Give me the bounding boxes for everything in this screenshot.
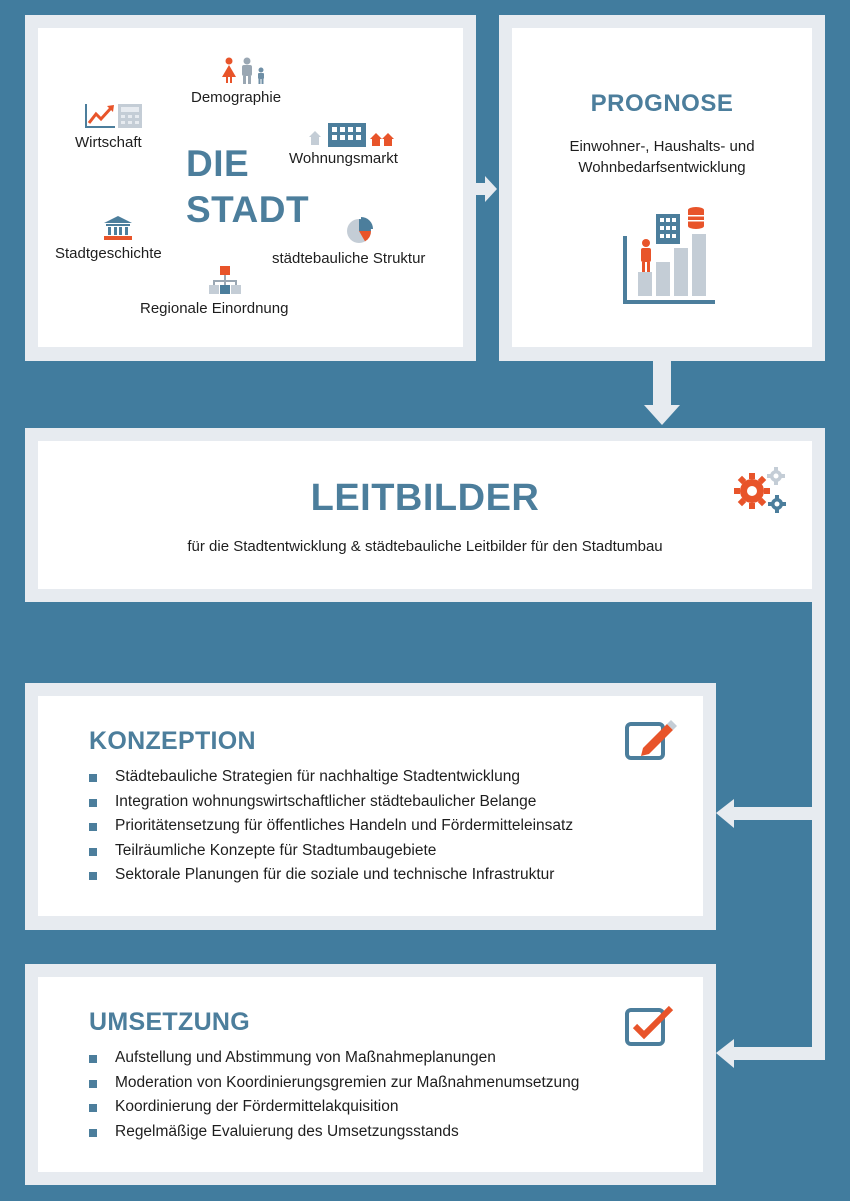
list-item: Regelmäßige Evaluierung des Umsetzungsstands — [89, 1120, 579, 1145]
edit-icon — [625, 718, 677, 762]
list-item: Teilräumliche Konzepte für Stadtumbaugebiete — [89, 839, 573, 864]
konzeption-list — [89, 765, 573, 888]
leitbilder-card — [38, 441, 812, 589]
leitbilder-subtitle: für die Stadtentwicklung & städtebauliche Leitbilder für den Stadtumbau — [187, 538, 663, 555]
arrow-left-icon — [716, 1039, 814, 1068]
list-item: Aufstellung und Abstimmung von Maßnahmeplanungen — [89, 1046, 579, 1071]
housing-market-icon — [308, 121, 396, 149]
topic-struktur: städtebauliche Struktur — [272, 250, 426, 267]
umsetzung-list — [89, 1046, 579, 1144]
umsetzung-title: UMSETZUNG — [89, 1008, 251, 1036]
bank-icon — [103, 215, 133, 241]
list-item: Integration wohnungswirtschaftlicher städtebaulicher Belange — [89, 790, 573, 815]
gear-small-icon — [768, 495, 786, 513]
prognose-title: PROGNOSE — [590, 90, 734, 117]
hierarchy-icon — [208, 265, 242, 295]
prognose-text: Einwohner-, Haushalts- und Wohnbedarfsentwicklung — [569, 138, 755, 176]
forecast-chart-icon — [622, 206, 716, 304]
konzeption-title: KONZEPTION — [89, 727, 256, 755]
list-item: Koordinierung der Fördermittelakquisition — [89, 1095, 579, 1120]
arrow-left-icon — [716, 799, 814, 828]
gears-icon — [734, 466, 788, 516]
topic-wohnungsmarkt: Wohnungsmarkt — [289, 150, 398, 167]
connector-line — [812, 598, 825, 1060]
topic-wirtschaft: Wirtschaft — [75, 134, 142, 151]
list-item: Sektorale Planungen für die soziale und technische Infrastruktur — [89, 863, 573, 888]
chart-calculator-icon — [84, 102, 144, 130]
topic-demographie: Demographie — [191, 89, 282, 106]
list-item: Prioritätensetzung für öffentliches Handeln und Fördermitteleinsatz — [89, 814, 573, 839]
leitbilder-title: LEITBILDER — [310, 477, 540, 519]
checkbox-icon — [625, 1004, 675, 1048]
gear-small-icon — [767, 467, 785, 485]
arrow-right-icon — [474, 176, 497, 202]
people-icon — [220, 57, 268, 85]
list-item: Moderation von Koordinierungsgremien zur Maßnahmenumsetzung — [89, 1071, 579, 1096]
city-title: DIE STADT — [186, 143, 310, 230]
pie-chart-icon — [346, 216, 374, 244]
arrow-down-icon — [644, 360, 680, 425]
topic-stadtgeschichte: Stadtgeschichte — [55, 245, 162, 262]
gear-large-icon — [734, 473, 770, 509]
list-item: Städtebauliche Strategien für nachhaltige Stadtentwicklung — [89, 765, 573, 790]
topic-regional: Regionale Einordnung — [140, 300, 289, 317]
